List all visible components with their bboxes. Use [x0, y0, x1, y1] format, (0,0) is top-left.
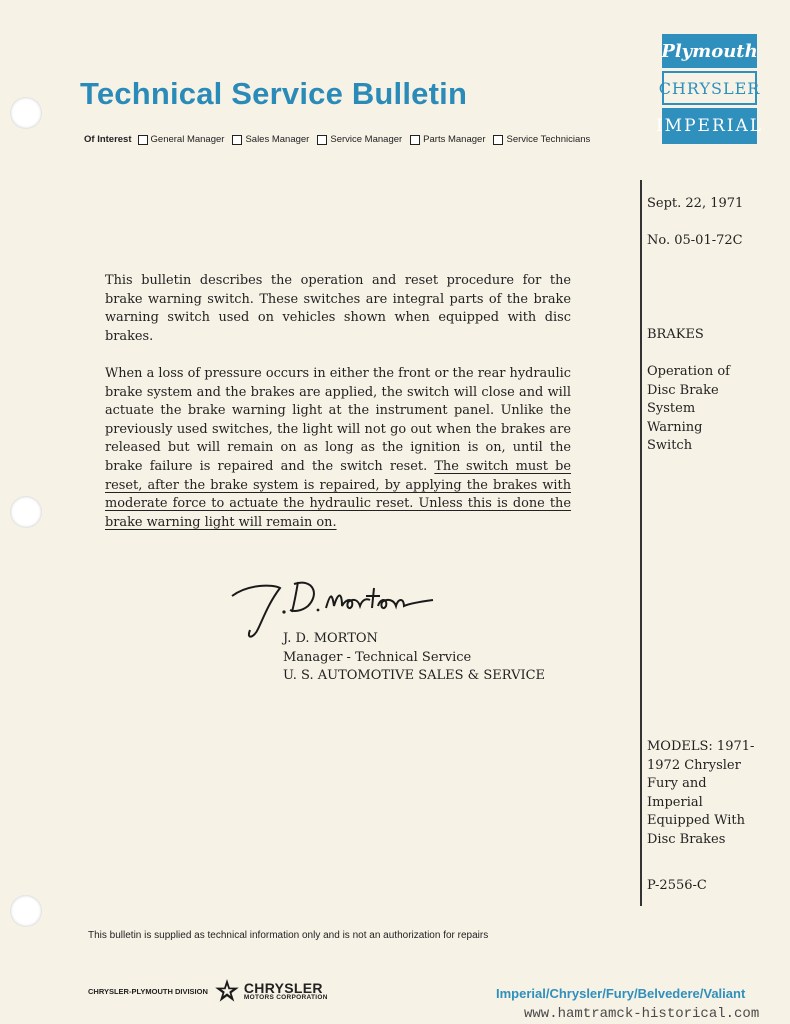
signature-block [283, 630, 545, 686]
brand-imperial: IMPERIAL [662, 108, 757, 144]
bulletin-category: BRAKES [647, 327, 704, 342]
bulletin-body [105, 272, 571, 551]
bulletin-date: Sept. 22, 1971 [647, 196, 744, 211]
source-watermark: www.hamtramck-historical.com [524, 1006, 760, 1022]
checkbox-icon [138, 135, 148, 145]
form-number: P-2556-C [647, 878, 707, 893]
audience-sales-manager: Sales Manager [232, 134, 309, 145]
bulletin-subject: Operation of Disc Brake System Warning Switch [647, 364, 730, 454]
binder-hole-bottom [10, 895, 42, 927]
audience-service-manager: Service Manager [317, 134, 402, 145]
checkbox-icon [493, 135, 503, 145]
reset-instruction: The switch must be reset, after the brake system is repaired, by applying the brakes with moderate force to actuate the hydraulic reset. Unless this is done the brake warning light will remain on. [105, 458, 571, 530]
signer-title: Manager - Technical Service [283, 649, 472, 665]
audience-parts-manager: Parts Manager [410, 134, 485, 145]
audience-service-technicians: Service Technicians [493, 134, 590, 145]
checkbox-icon [232, 135, 242, 145]
footer-model-lines: Imperial/Chrysler/Fury/Belvedere/Valiant [496, 986, 746, 1001]
body-paragraph-2: When a loss of pressure occurs in either the front or the rear hydraulic brake system and the brakes are applied, the switch will close and will actuate the brake warning light at the instrument panel. Unlike the previously used switches, the light will not go out when the brakes are released but will remain on as long as the ignition is on, until the brake failure is repaired and the switch reset. The switch must be reset, after the brake system is repaired, by applying the brakes with moderate force to actuate the hydraulic reset. Unless this is done the brake warning light will remain on. [105, 365, 571, 530]
signer-name: J. D. MORTON [283, 631, 378, 646]
corp-wordmark: CHRYSLER MOTORS CORPORATION [243, 979, 328, 1001]
brand-plymouth: Plymouth [662, 34, 757, 68]
brand-chrysler: CHRYSLER [662, 71, 757, 105]
footer-corporate [88, 978, 328, 1004]
checkbox-icon [410, 135, 420, 145]
checkbox-icon [317, 135, 327, 145]
binder-hole-top [10, 97, 42, 129]
sidebar-divider [640, 180, 642, 906]
signer-department: U. S. AUTOMOTIVE SALES & SERVICE [283, 668, 546, 684]
pentastar-icon [214, 978, 240, 1004]
division-name: CHRYSLER-PLYMOUTH DIVISION [88, 986, 208, 996]
bulletin-number: No. 05-01-72C [647, 233, 743, 248]
binder-hole-middle [10, 496, 42, 528]
body-paragraph-1: This bulletin describes the operation and reset procedure for the brake warning switch. These switches are integral parts of the brake warning switch used on vehicles shown when equipped with disc brakes. [105, 273, 571, 344]
of-interest-row [84, 134, 598, 145]
of-interest-label: Of Interest [84, 134, 132, 145]
disclaimer: This bulletin is supplied as technical information only and is not an authorization for repairs [88, 930, 489, 941]
bulletin-title: Technical Service Bulletin [80, 76, 468, 111]
audience-general-manager: General Manager [138, 134, 225, 145]
bulletin-models: MODELS: 1971- 1972 Chrysler Fury and Imperial Equipped With Disc Brakes [647, 739, 755, 847]
